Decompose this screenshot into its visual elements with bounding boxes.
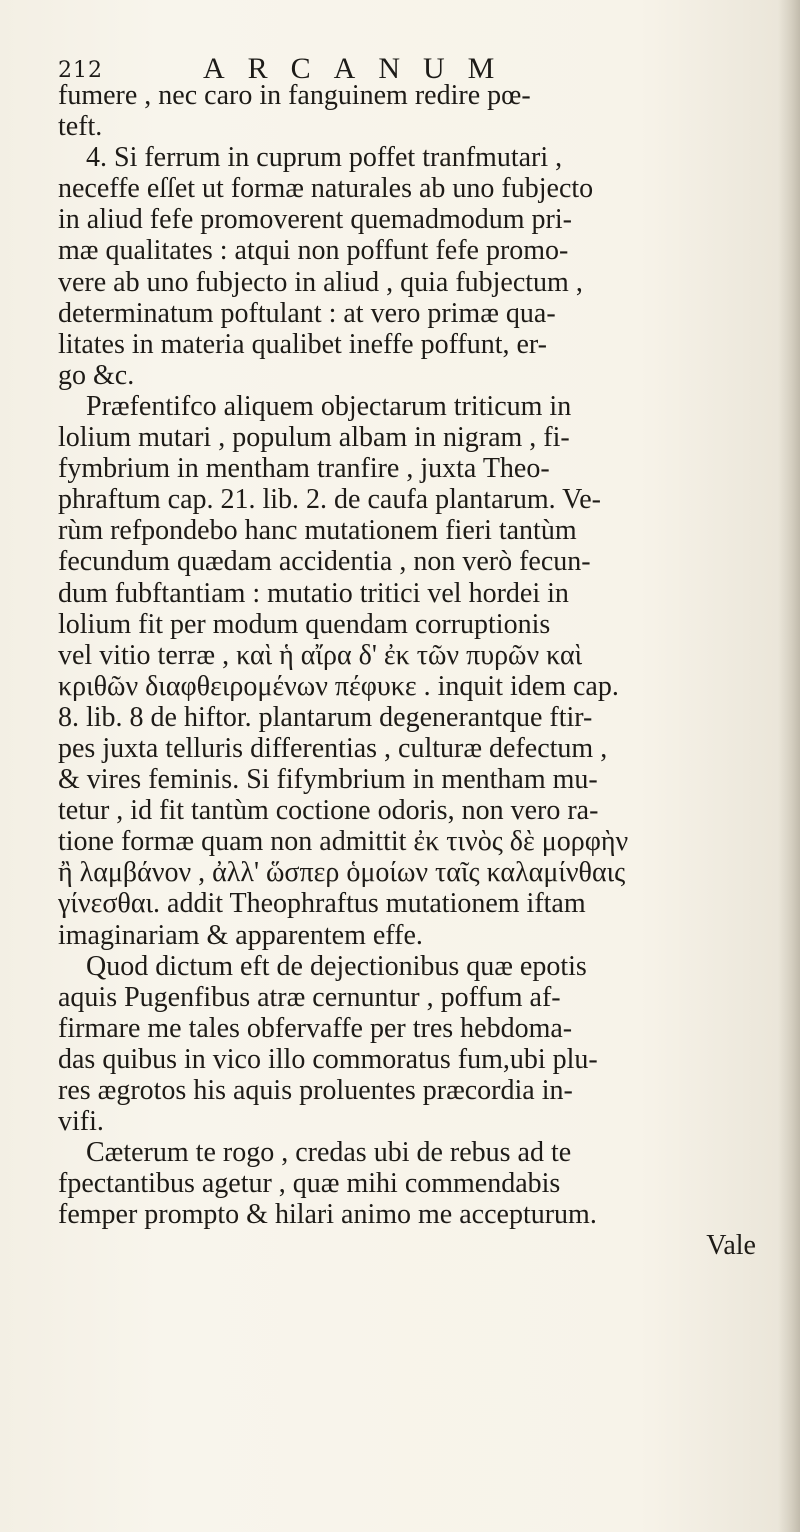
page-edge-shadow [778,0,800,1532]
text-line: lolium mutari , populum albam in nigram , fi- [58,422,570,454]
text-line: vifi. [58,1106,104,1138]
running-title: ARCANUM [203,52,518,85]
text-line: ἢ λαμβάνον , ἀλλ' ὥσπερ ὁμοίων ταῖς καλαμίνθαις [58,857,626,889]
text-line: mæ qualitates : atqui non poffunt fefe promo- [58,235,569,267]
text-line: pes juxta telluris differentias , culturæ defectum , [58,732,608,764]
text-line: fecundum quædam accidentia , non verò fecun- [58,546,591,578]
text-line: phraftum cap. 21. lib. 2. de caufa plantarum. Ve- [58,484,601,516]
text-line: vel vitio terræ , καὶ ἡ αἴρα δ' ἐκ τῶν πυρῶν καὶ [58,639,583,671]
text-line: Præfentifco aliquem objectarum triticum in [86,390,572,422]
text-line: teft. [58,111,103,143]
text-line: 4. Si ferrum in cuprum poffet tranfmutari , [86,142,563,174]
text-line: fymbrium in mentham tranfire , juxta Theo- [58,453,550,485]
text-line: res ægrotos his aquis proluentes præcordia in- [58,1075,573,1106]
text-line: Quod dictum eft de dejectionibus quæ epotis [86,950,587,982]
text-line: determinatum poftulant : at vero primæ qua- [58,297,556,329]
text-line: tione formæ quam non admittit ἐκ τινὸς δὲ μορφὴν [58,826,629,858]
closing-vale: Vale [706,1230,756,1262]
text-line: κριθῶν διαφθειρομένων πέφυκε . inquit idem cap. [58,670,619,702]
text-line: go &c. [58,359,135,391]
text-line: vere ab uno fubjecto in aliud , quia fubjectum , [58,266,583,298]
text-line: γίνεσθαι. addit Theophraftus mutationem iftam [58,888,586,920]
text-line: litates in materia qualibet ineffe poffunt, er- [58,328,548,360]
text-line: fumere , nec caro in fanguinem redire pœ- [58,80,531,111]
text-line: lolium fit per modum quendam corruptionis [58,608,551,640]
text-line: aquis Pugenfibus atræ cernuntur , poffum af- [58,981,561,1013]
text-line: in aliud fefe promoverent quemadmodum pri- [58,204,572,236]
text-line: dum fubftantiam : mutatio tritici vel hordei in [58,577,569,609]
text-line: femper prompto & hilari animo me accepturum. [58,1199,597,1231]
text-line: 8. lib. 8 de hiftor. plantarum degenerantque ftir- [58,701,593,733]
text-line: firmare me tales obfervaffe per tres hebdoma- [58,1012,573,1044]
page-number: 212 [58,58,103,83]
text-line: imaginariam & apparentem effe. [58,919,423,951]
text-line: & vires feminis. Si fifymbrium in mentham mu- [58,764,598,796]
text-line: fpectantibus agetur , quæ mihi commendabis [58,1168,561,1200]
text-line: rùm refpondebo hanc mutationem fieri tantùm [58,515,577,547]
text-line: neceffe eſſet ut formæ naturales ab uno fubjecto [58,173,594,205]
text-line: das quibus in vico illo commoratus fum,ubi plu- [58,1043,598,1075]
text-line: tetur , id fit tantùm coctione odoris, non vero ra- [58,795,599,827]
text-line: Cæterum te rogo , credas ubi de rebus ad te [86,1137,572,1169]
body-text [58,80,778,1262]
